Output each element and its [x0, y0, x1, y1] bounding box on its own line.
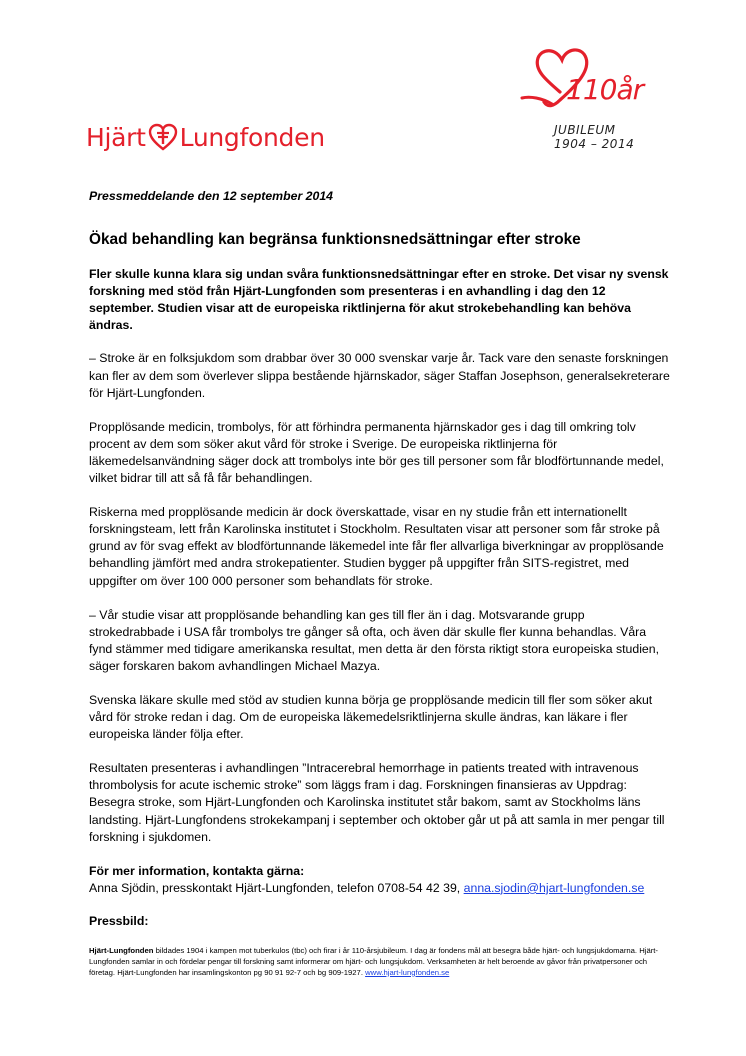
paragraph: Riskerna med propplösande medicin är dock överskattade, visar en ny studie från ett internationellt forskningsteam, lett från Karolinska institutet i Stockholm. Resultaten visar att personer som får stroke på grund av för svag effekt av blodförtunnande läkemedel inte får fler allvarliga biverkningar av propplösande behandling jämfört med andra strokepatienter. Studien bygger på uppgifter från SITS-registret, med uppgifter om över 100 000 personer som behandlats för stroke.: [89, 505, 664, 588]
pressbild-heading: Pressbild:: [89, 913, 149, 928]
contact-text: Anna Sjödin, presskontakt Hjärt-Lungfonden, telefon 0708-54 42 39,: [89, 880, 464, 895]
jubilee-text: [554, 73, 644, 151]
logo-text-left: Hjärt: [86, 122, 146, 152]
paragraph: Resultaten presenteras i avhandlingen ”Intracerebral hemorrhage in patients treated with intravenous thrombolysis for acute ischemic stroke” som läggs fram i dag. Forskningen finansieras av Uppdrag: Besegra stroke, som Hjärt-Lungfonden och Karolinska institutet står bakom, samt av Stockholms läns landsting. Hjärt-Lungfondens strokekampanj i september och oktober går ut på att samla in mer pengar till forskning i sjukdomen.: [89, 761, 665, 844]
paragraph: Propplösande medicin, trombolys, för att förhindra permanenta hjärnskador ges i dag till omkring tolv procent av dem som söker akut vård för stroke i Sverige. De europeiska riktlinjerna för läkemedelsanvändning säger dock att trombolys inte bör ges till personer som får blodförtunnande medel, vilket bidrar till att så få får behandlingen.: [89, 419, 664, 486]
press-release-body: [89, 188, 671, 978]
contact-email-link[interactable]: anna.sjodin@hjart-lungfonden.se: [463, 880, 645, 895]
paragraph: – Vår studie visar att propplösande behandling kan ges till fler än i dag. Motsvarande grupp strokedrabbade i USA får trombolys tre gånger så ofta, och även där skulle fler kunna behandlas. Våra fynd stämmer med tidigare amerikanska resultat, men detta är den första riktigt stora europeiska studien, säger forskaren bakom avhandlingen Michael Mazya.: [89, 607, 660, 673]
footer-about: [89, 946, 671, 978]
footer-website-link[interactable]: www.hjart-lungfonden.se: [365, 967, 450, 977]
footer-org: Hjärt-Lungfonden: [89, 946, 154, 955]
contact-info: [89, 880, 671, 897]
jubilee-number: 110år: [566, 73, 644, 106]
jubilee-line1: JUBILEUM: [554, 123, 616, 137]
paragraph: – Stroke är en folksjukdom som drabbar över 30 000 svenskar varje år. Tack vare den senaste forskningen kan fler av dem som överlever slippa bestående hjärnskador, säger Staffan Josephson, generalsekreterare för Hjärt-Lungfonden.: [89, 351, 670, 400]
jubilee-line2: 1904 – 2014: [554, 137, 635, 151]
contact-heading: För mer information, kontakta gärna:: [89, 863, 305, 878]
paragraph: Svenska läkare skulle med stöd av studien kunna börja ge propplösande medicin till fler som söker akut vård för stroke redan i dag. Om de europeiska läkemedelsriktlinjerna skulle ändras, kan läkare i fler europeiska länder följa efter.: [89, 692, 653, 742]
lead-paragraph: Fler skulle kunna klara sig undan svåra funktionsnedsättningar efter en stroke. Det visar ny svensk forskning med stöd från Hjärt-Lungfonden som presenteras i en avhandling i dag den 12 september. Studien visar att de europeiska riktlinjerna för akut strokebehandling kan behöva ändras.: [89, 267, 669, 333]
headline: Ökad behandling kan begränsa funktionsnedsättningar efter stroke: [89, 231, 581, 249]
hjart-lungfonden-logo: [86, 119, 325, 155]
footer-text: bildades 1904 i kampen mot tuberkulos (tbc) och firar i år 110-årsjubileum. I dag är fondens mål att besegra både hjärt- och lungsjukdomarna. Hjärt-Lungfonden samlar in och fördelar pengar till forskning samt informerar om hjärt- och lungsjukdom. Verksamheten är helt beroende av gåvor från privatpersoner och företag. Hjärt-Lungfonden har insamlingskonton pg 90 91 92-7 och bg 909-1927.: [89, 946, 658, 977]
dateline: Pressmeddelande den 12 september 2014: [89, 189, 334, 203]
logo-text-right: Lungfonden: [179, 122, 325, 152]
heart-cross-icon: [148, 122, 178, 152]
